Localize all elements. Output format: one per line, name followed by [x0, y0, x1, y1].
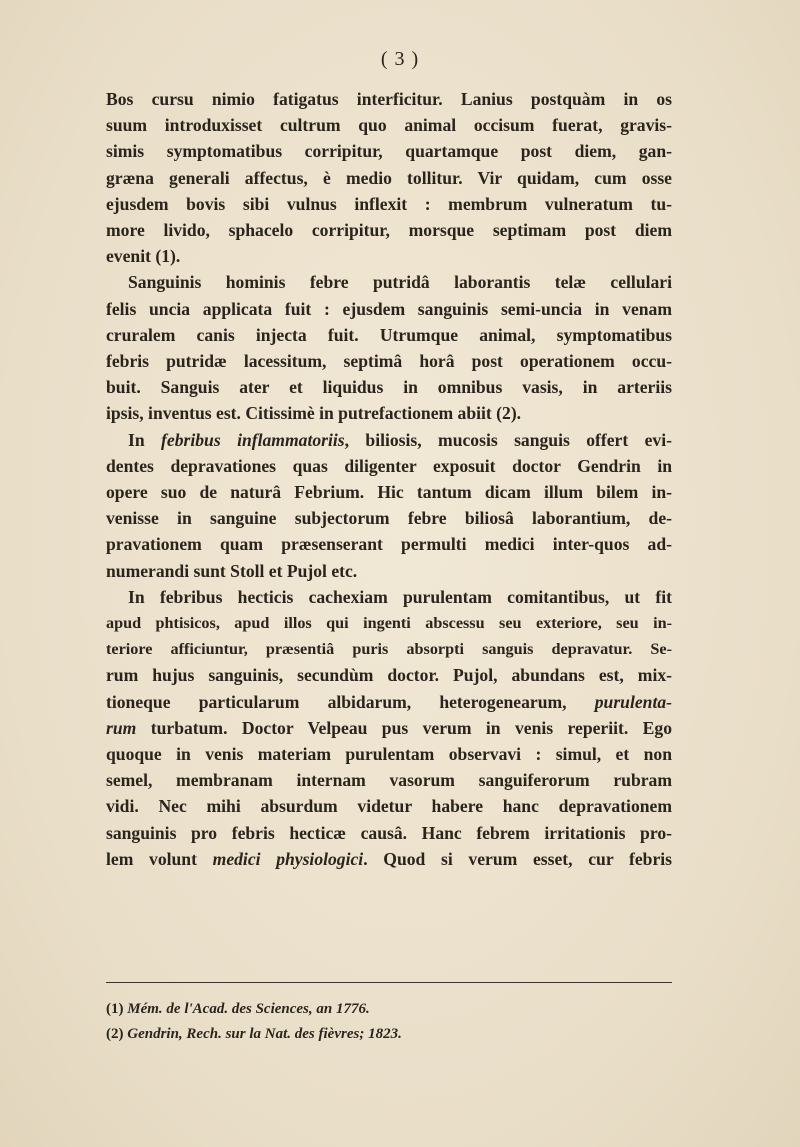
text-line: semel, membranam internam vasorum sanguiferorum rubram [106, 770, 672, 791]
text-line: buit. Sanguis ater et liquidus in omnibus vasis, in arteriis [106, 377, 672, 398]
text-line: In febribus hecticis cachexiam purulentam comitantibus, ut fit [128, 586, 672, 607]
text-line: felis uncia applicata fuit : ejusdem sanguinis semi-uncia in venam [106, 298, 672, 319]
text-line [106, 427, 672, 453]
italic-span: medici physiologici [212, 848, 364, 869]
text-span: tioneque particularum albidarum, heterogenearum, [106, 691, 567, 712]
text-line: venisse in sanguine subjectorum febre biliosâ laborantium, de- [106, 508, 672, 529]
text-line: dentes depravationes quas diligenter exposuit doctor Gendrin in [106, 455, 672, 476]
text-line: quoque in venis materiam purulentam observavi : simul, et non [106, 744, 672, 765]
footnote-text: Gendrin, Rech. sur la Nat. des fièvres; 1823. [127, 1026, 402, 1042]
text-line: Sanguinis hominis febre putridâ laborantis telæ cellulari [128, 272, 672, 293]
text-line: more livido, sphacelo corripitur, morsque septimam post diem [106, 220, 672, 241]
text-span: turbatum. Doctor Velpeau pus verum in venis reperiit. Ego [150, 717, 672, 738]
italic-span: purulenta- [594, 691, 672, 712]
page-number: ( 3 ) [380, 48, 420, 70]
text-line: ejusdem bovis sibi vulnus inflexit : membrum vulneratum tu- [106, 193, 672, 214]
text-line: apud phtisicos, apud illos qui ingenti abscessu seu exteriore, seu in- [106, 614, 672, 633]
text-line [106, 689, 672, 715]
text-span: lem volunt [106, 848, 197, 869]
italic-span: rum [106, 717, 137, 738]
text-line: sanguinis pro febris hecticæ causâ. Hanc febrem irritationis pro- [106, 822, 672, 843]
footnote-text: Mém. de l'Acad. des Sciences, an 1776. [127, 1001, 370, 1017]
italic-span: febribus inflammatoriis [161, 429, 345, 450]
text-line: suum introduxisset cultrum quo animal occisum fuerat, gravis- [106, 115, 672, 136]
text-line: evenit (1). [106, 246, 181, 267]
footnote-1 [106, 997, 672, 1022]
text-line: Bos cursu nimio fatigatus interficitur. Lanius postquàm in os [106, 89, 672, 109]
text-line [106, 846, 672, 872]
text-span: , biliosis, mucosis sanguis offert evi- [344, 429, 672, 450]
text-line: cruralem canis injecta fuit. Utrumque animal, symptomatibus [106, 324, 672, 345]
text-span: . Quod si verum esset, cur febris [363, 848, 672, 869]
footnote-mark: (1) [106, 1001, 124, 1017]
text-line: febris putridæ lacessitum, septimâ horâ post operationem occu- [106, 351, 672, 372]
text-line: opere suo de naturâ Febrium. Hic tantum dicam illum bilem in- [106, 482, 672, 503]
text-line [106, 715, 672, 741]
text-line: pravationem quam præsenserant permulti medici inter-quos ad- [106, 534, 672, 555]
text-line: numerandi sunt Stoll et Pujol etc. [106, 560, 358, 581]
footnote-mark: (2) [106, 1026, 124, 1042]
footnote-2 [106, 1022, 672, 1047]
text-line: græna generali affectus, è medio tollitur. Vir quidam, cum osse [106, 167, 672, 188]
footnote-rule [106, 982, 672, 983]
body-text [106, 86, 672, 872]
text-line: rum hujus sanguinis, secundùm doctor. Pujol, abundans est, mix- [106, 665, 672, 686]
footnotes [106, 997, 672, 1047]
text-line: ipsis, inventus est. Citissimè in putrefactionem abiit (2). [106, 403, 522, 424]
text-span: In [128, 429, 145, 450]
text-line: simis symptomatibus corripitur, quartamque post diem, gan- [106, 141, 672, 162]
text-line: teriore afficiuntur, præsentiâ puris absorpti sanguis depravatur. Se- [106, 640, 672, 659]
text-line: vidi. Nec mihi absurdum videtur habere hanc depravationem [106, 796, 672, 817]
